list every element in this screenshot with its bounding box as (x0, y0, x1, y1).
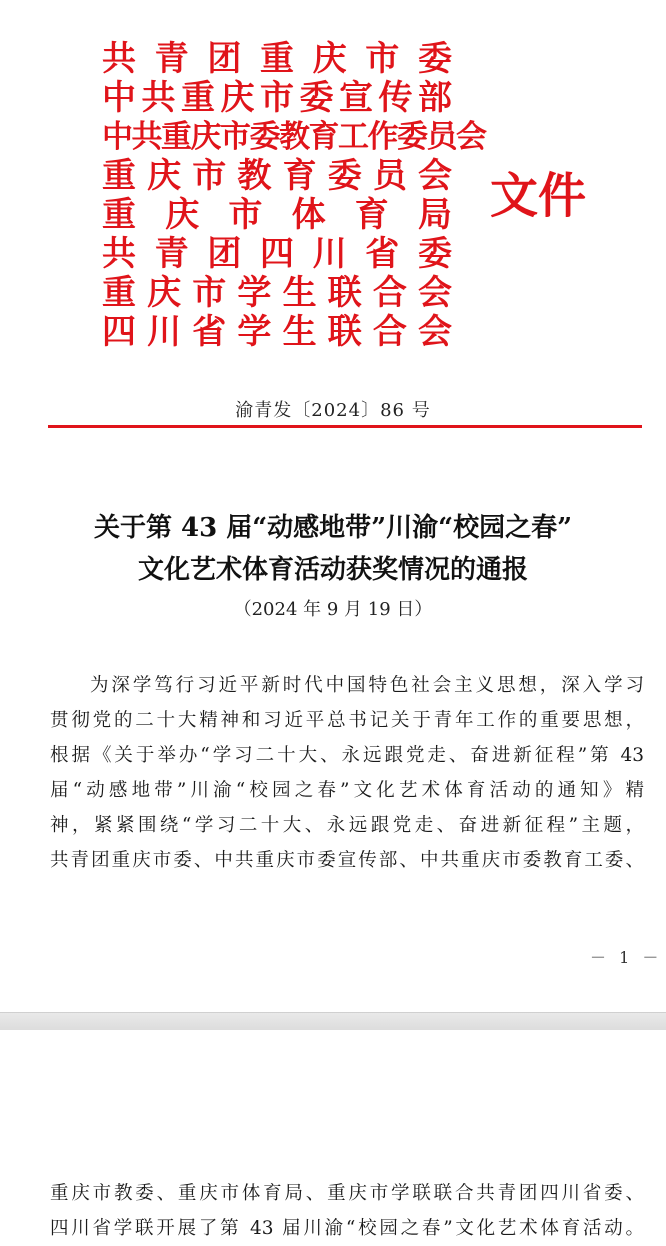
body-line: 重庆市教委、重庆市体育局、重庆市学联联合共青团四川省委、 (50, 1183, 644, 1204)
document-title-line-1: 关于第 43 届“动感地带”川渝“校园之春” (93, 513, 573, 543)
org-name: 共 青 团 四 川 省 委 (102, 234, 452, 274)
body-line: 四川省学联开展了第 43 届川渝“校园之春”文化艺术体育活动。 (50, 1218, 644, 1239)
org-name: 重 庆 市 体 育 局 (102, 195, 452, 235)
body-paragraph-continued (50, 1176, 644, 1246)
document-title-line-2: 文化艺术体育活动获奖情况的通报 (137, 555, 528, 585)
org-name: 重 庆 市 学 生 联 合 会 (102, 273, 452, 313)
issuing-organizations (102, 39, 486, 352)
body-line: 届“动感地带”川渝“校园之春”文化艺术体育活动的通知》精 (50, 780, 644, 801)
page-number: － 1 － (590, 948, 663, 967)
org-name: 重 庆 市 教 育 委 员 会 (102, 156, 452, 196)
body-line: 根据《关于举办“学习二十大、永远跟党走、奋进新征程”第 43 (50, 745, 644, 766)
body-line: 贯彻党的二十大精神和习近平总书记关于青年工作的重要思想， (50, 710, 644, 731)
body-paragraph (50, 668, 644, 878)
body-line: 共青团重庆市委、中共重庆市委宣传部、中共重庆市委教育工委、 (50, 850, 644, 871)
body-line: 为深学笃行习近平新时代中国特色社会主义思想，深入学习 (90, 675, 644, 696)
document-number: 渝青发〔2024〕86 号 (235, 400, 431, 421)
document-date: （2024 年 9 月 19 日） (233, 599, 433, 620)
red-divider-line (48, 425, 642, 428)
org-name: 四 川 省 学 生 联 合 会 (102, 312, 452, 352)
document-word: 文件 (490, 168, 587, 224)
body-line: 神，紧紧围绕“学习二十大、永远跟党走、奋进新征程”主题， (50, 815, 644, 836)
org-name: 中 共 重 庆 市 委 宣 传 部 (102, 78, 452, 118)
org-name: 中 共 重 庆 市 委 教 育 工 作 委 员 会 (102, 119, 486, 155)
page-separator (0, 1012, 666, 1032)
org-name: 共 青 团 重 庆 市 委 (102, 39, 452, 79)
